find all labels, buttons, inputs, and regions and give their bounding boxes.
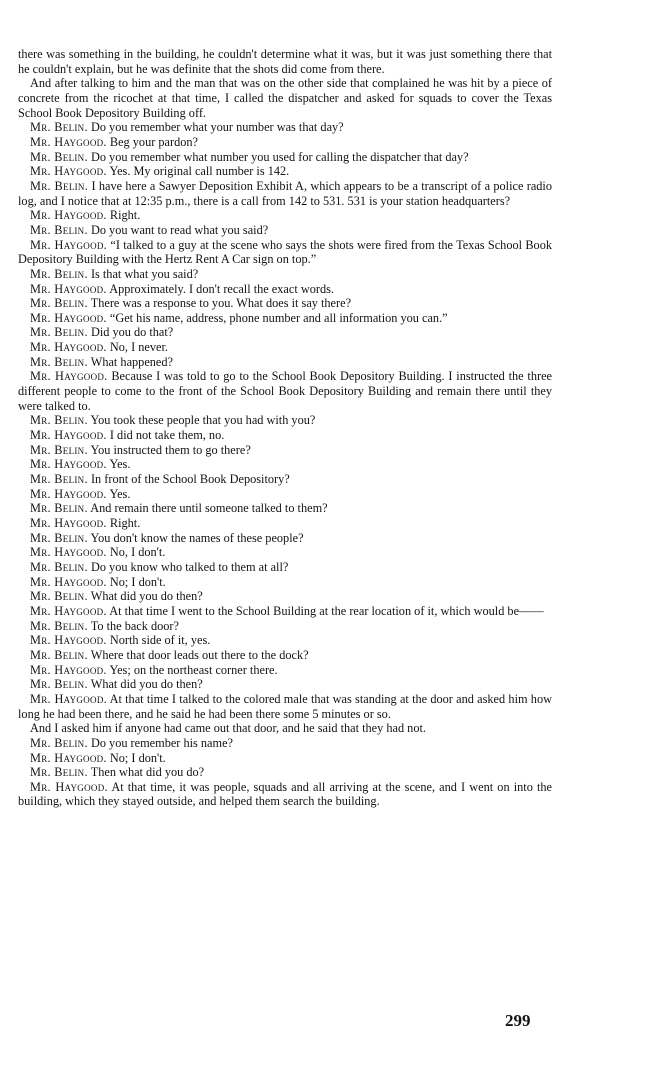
paragraph-text: At that time I talked to the colored male that was standing at the door and asked him how long he had been there, and he said he had been there some 5 minutes or so. bbox=[18, 691, 552, 721]
transcript-paragraph bbox=[18, 765, 552, 780]
speaker-label: Mr. Belin. bbox=[30, 472, 88, 487]
transcript-paragraph bbox=[18, 311, 552, 326]
speaker-label: Mr. Belin. bbox=[30, 735, 88, 750]
paragraph-text: Do you know who talked to them at all? bbox=[90, 559, 289, 574]
transcript-paragraph bbox=[18, 721, 552, 736]
speaker-label: Mr. Haygood. bbox=[30, 486, 107, 501]
paragraph-text: You instructed them to go there? bbox=[90, 442, 251, 457]
paragraph-text: Approximately. I don't recall the exact words. bbox=[109, 281, 334, 296]
transcript-paragraph bbox=[18, 545, 552, 560]
speaker-label: Mr. Haygood. bbox=[30, 428, 107, 443]
paragraph-text: Beg your pardon? bbox=[109, 134, 198, 149]
speaker-label: Mr. Haygood. bbox=[30, 545, 107, 560]
paragraph-text: Do you want to read what you said? bbox=[90, 222, 269, 237]
transcript-text bbox=[18, 47, 552, 809]
transcript-paragraph bbox=[18, 677, 552, 692]
speaker-label: Mr. Belin. bbox=[30, 149, 88, 164]
speaker-label: Mr. Haygood. bbox=[30, 340, 107, 355]
paragraph-text: Yes. bbox=[109, 457, 131, 472]
speaker-label: Mr. Belin. bbox=[30, 296, 88, 311]
paragraph-text: Did you do that? bbox=[90, 325, 174, 340]
paragraph-text: What happened? bbox=[90, 354, 173, 369]
transcript-paragraph bbox=[18, 457, 552, 472]
transcript-paragraph bbox=[18, 282, 552, 297]
speaker-label: Mr. Haygood. bbox=[30, 662, 107, 677]
transcript-paragraph bbox=[18, 472, 552, 487]
paragraph-text: And remain there until someone talked to them? bbox=[90, 501, 328, 516]
speaker-label: Mr. Belin. bbox=[30, 559, 88, 574]
speaker-label: Mr. Belin. bbox=[30, 413, 88, 428]
transcript-paragraph bbox=[18, 179, 552, 208]
paragraph-text: At that time I went to the School Building at the rear location of it, which would be—— bbox=[109, 603, 544, 618]
transcript-paragraph bbox=[18, 355, 552, 370]
transcript-paragraph bbox=[18, 663, 552, 678]
speaker-label: Mr. Haygood. bbox=[30, 369, 108, 384]
transcript-paragraph bbox=[18, 238, 552, 267]
paragraph-text: No; I don't. bbox=[109, 574, 166, 589]
transcript-paragraph bbox=[18, 633, 552, 648]
paragraph-text: You took these people that you had with you? bbox=[90, 413, 316, 428]
paragraph-text: No, I never. bbox=[109, 340, 168, 355]
transcript-paragraph bbox=[18, 619, 552, 634]
speaker-label: Mr. Haygood. bbox=[30, 164, 107, 179]
transcript-paragraph bbox=[18, 604, 552, 619]
paragraph-text: there was something in the building, he couldn't determine what it was, but it was just something there that he couldn't explain, but he was definite that the shots did come from there. bbox=[18, 47, 552, 76]
transcript-paragraph bbox=[18, 76, 552, 120]
paragraph-text: Do you remember his name? bbox=[90, 735, 233, 750]
transcript-paragraph bbox=[18, 428, 552, 443]
transcript-paragraph bbox=[18, 208, 552, 223]
transcript-paragraph bbox=[18, 443, 552, 458]
speaker-label: Mr. Belin. bbox=[30, 765, 88, 780]
transcript-paragraph bbox=[18, 120, 552, 135]
speaker-label: Mr. Haygood. bbox=[30, 310, 107, 325]
transcript-paragraph bbox=[18, 369, 552, 413]
speaker-label: Mr. Belin. bbox=[30, 618, 88, 633]
speaker-label: Mr. Haygood. bbox=[30, 237, 108, 252]
paragraph-text: You don't know the names of these people? bbox=[90, 530, 304, 545]
transcript-paragraph bbox=[18, 150, 552, 165]
transcript-paragraph bbox=[18, 487, 552, 502]
speaker-label: Mr. Haygood. bbox=[30, 779, 108, 794]
paragraph-text: Then what did you do? bbox=[90, 765, 205, 780]
transcript-paragraph bbox=[18, 751, 552, 766]
paragraph-text: I have here a Sawyer Deposition Exhibit A, which appears to be a transcript of a police radio log, and I notice that at 12:35 p.m., there is a call from 142 to 531. 531 is your station headquarters? bbox=[18, 178, 552, 208]
speaker-label: Mr. Belin. bbox=[30, 647, 88, 662]
paragraph-text: No; I don't. bbox=[109, 750, 166, 765]
speaker-label: Mr. Haygood. bbox=[30, 208, 107, 223]
speaker-label: Mr. Belin. bbox=[30, 589, 88, 604]
paragraph-text: What did you do then? bbox=[90, 677, 203, 692]
paragraph-text: No, I don't. bbox=[109, 545, 166, 560]
paragraph-text: Yes. My original call number is 142. bbox=[109, 164, 290, 179]
transcript-paragraph bbox=[18, 531, 552, 546]
paragraph-text: North side of it, yes. bbox=[109, 633, 211, 648]
paragraph-text: To the back door? bbox=[90, 618, 179, 633]
transcript-paragraph bbox=[18, 648, 552, 663]
speaker-label: Mr. Belin. bbox=[30, 178, 89, 193]
paragraph-text: And I asked him if anyone had came out that door, and he said that they had not. bbox=[30, 721, 426, 736]
transcript-paragraph bbox=[18, 780, 552, 809]
speaker-label: Mr. Belin. bbox=[30, 266, 88, 281]
transcript-paragraph bbox=[18, 692, 552, 721]
paragraph-text: Right. bbox=[109, 516, 141, 530]
speaker-label: Mr. Haygood. bbox=[30, 574, 107, 589]
speaker-label: Mr. Haygood. bbox=[30, 750, 107, 765]
page-number: 299 bbox=[505, 1011, 531, 1030]
speaker-label: Mr. Haygood. bbox=[30, 134, 107, 149]
paragraph-text: And after talking to him and the man that was on the other side that complained he was hit by a piece of concrete from the ricochet at that time, I called the dispatcher and asked for squads to cover the Texas School Book Depository Building off. bbox=[18, 76, 552, 120]
transcript-paragraph bbox=[18, 413, 552, 428]
paragraph-text: Yes; on the northeast corner there. bbox=[109, 662, 278, 677]
transcript-paragraph bbox=[18, 164, 552, 179]
transcript-paragraph bbox=[18, 589, 552, 604]
paragraph-text: Right. bbox=[109, 208, 141, 223]
speaker-label: Mr. Haygood. bbox=[30, 281, 107, 296]
transcript-paragraph bbox=[18, 736, 552, 751]
transcript-paragraph bbox=[18, 267, 552, 282]
transcript-paragraph bbox=[18, 325, 552, 340]
paragraph-text: Do you remember what your number was that day? bbox=[90, 120, 344, 135]
transcript-paragraph bbox=[18, 47, 552, 76]
transcript-paragraph bbox=[18, 516, 552, 531]
paragraph-text: Where that door leads out there to the dock? bbox=[90, 647, 309, 662]
paragraph-text: There was a response to you. What does it say there? bbox=[90, 296, 352, 311]
speaker-label: Mr. Belin. bbox=[30, 442, 88, 457]
transcript-paragraph bbox=[18, 501, 552, 516]
transcript-paragraph bbox=[18, 560, 552, 575]
speaker-label: Mr. Haygood. bbox=[30, 633, 107, 648]
speaker-label: Mr. Belin. bbox=[30, 530, 88, 545]
speaker-label: Mr. Belin. bbox=[30, 120, 88, 135]
paragraph-text: Yes. bbox=[109, 486, 131, 501]
paragraph-text: Is that what you said? bbox=[90, 266, 199, 281]
paragraph-text: At that time, it was people, squads and all arriving at the scene, and I went on into the building, which they stayed outside, and helped them search the building. bbox=[18, 779, 552, 809]
transcript-paragraph bbox=[18, 575, 552, 590]
paragraph-text: I did not take them, no. bbox=[109, 428, 225, 443]
transcript-paragraph bbox=[18, 296, 552, 311]
speaker-label: Mr. Belin. bbox=[30, 354, 88, 369]
speaker-label: Mr. Haygood. bbox=[30, 516, 107, 530]
speaker-label: Mr. Haygood. bbox=[30, 457, 107, 472]
speaker-label: Mr. Belin. bbox=[30, 501, 88, 516]
speaker-label: Mr. Haygood. bbox=[30, 603, 107, 618]
paragraph-text: Because I was told to go to the School Book Depository Building. I instructed the three different people to come to the front of the School Book Depository Building and remain there until they were talked to. bbox=[18, 369, 552, 413]
paragraph-text: What did you do then? bbox=[90, 589, 203, 604]
speaker-label: Mr. Belin. bbox=[30, 677, 88, 692]
paragraph-text: In front of the School Book Depository? bbox=[90, 472, 290, 487]
paragraph-text: Do you remember what number you used for calling the dispatcher that day? bbox=[90, 149, 469, 164]
speaker-label: Mr. Haygood. bbox=[30, 691, 107, 706]
paragraph-text: “Get his name, address, phone number and all information you can.” bbox=[109, 310, 448, 325]
speaker-label: Mr. Belin. bbox=[30, 222, 88, 237]
transcript-paragraph bbox=[18, 340, 552, 355]
transcript-paragraph bbox=[18, 135, 552, 150]
speaker-label: Mr. Belin. bbox=[30, 325, 88, 340]
paragraph-text: “I talked to a guy at the scene who says the shots were fired from the Texas School Book Depository Building with the Hertz Rent A Car sign on top.” bbox=[18, 237, 552, 267]
transcript-paragraph bbox=[18, 223, 552, 238]
